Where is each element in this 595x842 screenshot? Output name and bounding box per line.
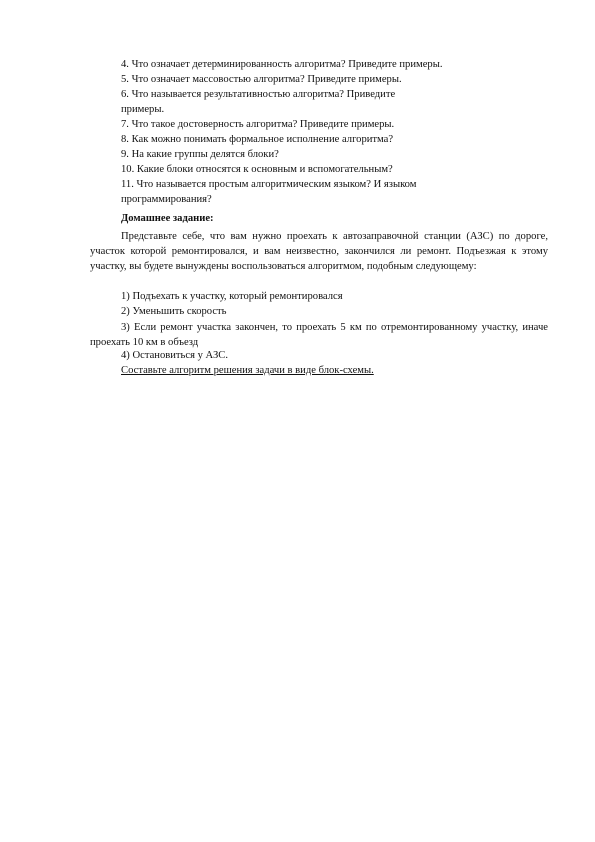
question-7: 7. Что такое достоверность алгоритма? Приведите примеры. bbox=[121, 119, 395, 130]
question-6: 6. Что называется результативностью алгоритма? Приведите bbox=[121, 89, 396, 100]
question-9: 9. На какие группы делятся блоки? bbox=[121, 149, 279, 160]
question-11-continued: программирования? bbox=[121, 194, 212, 205]
algorithm-step-4: 4) Остановиться у АЗС. bbox=[121, 350, 228, 361]
algorithm-step-1: 1) Подъехать к участку, который ремонтировался bbox=[121, 291, 343, 302]
algorithm-step-2: 2) Уменьшить скорость bbox=[121, 306, 227, 317]
question-5: 5. Что означает массовостью алгоритма? Приведите примеры. bbox=[121, 74, 402, 85]
question-11: 11. Что называется простым алгоритмическим языком? И языком bbox=[121, 179, 417, 190]
algorithm-step-3: 3) Если ремонт участка закончен, то проехать 5 км по отремонтированному участку, иначе проехать 10 км в объезд bbox=[90, 322, 548, 349]
question-4: 4. Что означает детерминированность алгоритма? Приведите примеры. bbox=[121, 59, 443, 70]
question-8: 8. Как можно понимать формальное исполнение алгоритма? bbox=[121, 134, 394, 145]
question-10: 10. Какие блоки относятся к основным и вспомогательным? bbox=[121, 164, 393, 175]
homework-intro: Представьте себе, что вам нужно проехать к автозаправочной станции (АЗС) по дороге, участок которой ремонтировался, и вам неизвестно, закончился ли ремонт. Подъезжая к этому участку, вы будете вынуждены воспользоваться алгоритмом, подобным следующему: bbox=[90, 231, 548, 273]
question-6-continued: примеры. bbox=[121, 104, 165, 115]
homework-task: Составьте алгоритм решения задачи в виде блок-схемы. bbox=[121, 365, 374, 376]
homework-title: Домашнее задание: bbox=[121, 213, 214, 224]
